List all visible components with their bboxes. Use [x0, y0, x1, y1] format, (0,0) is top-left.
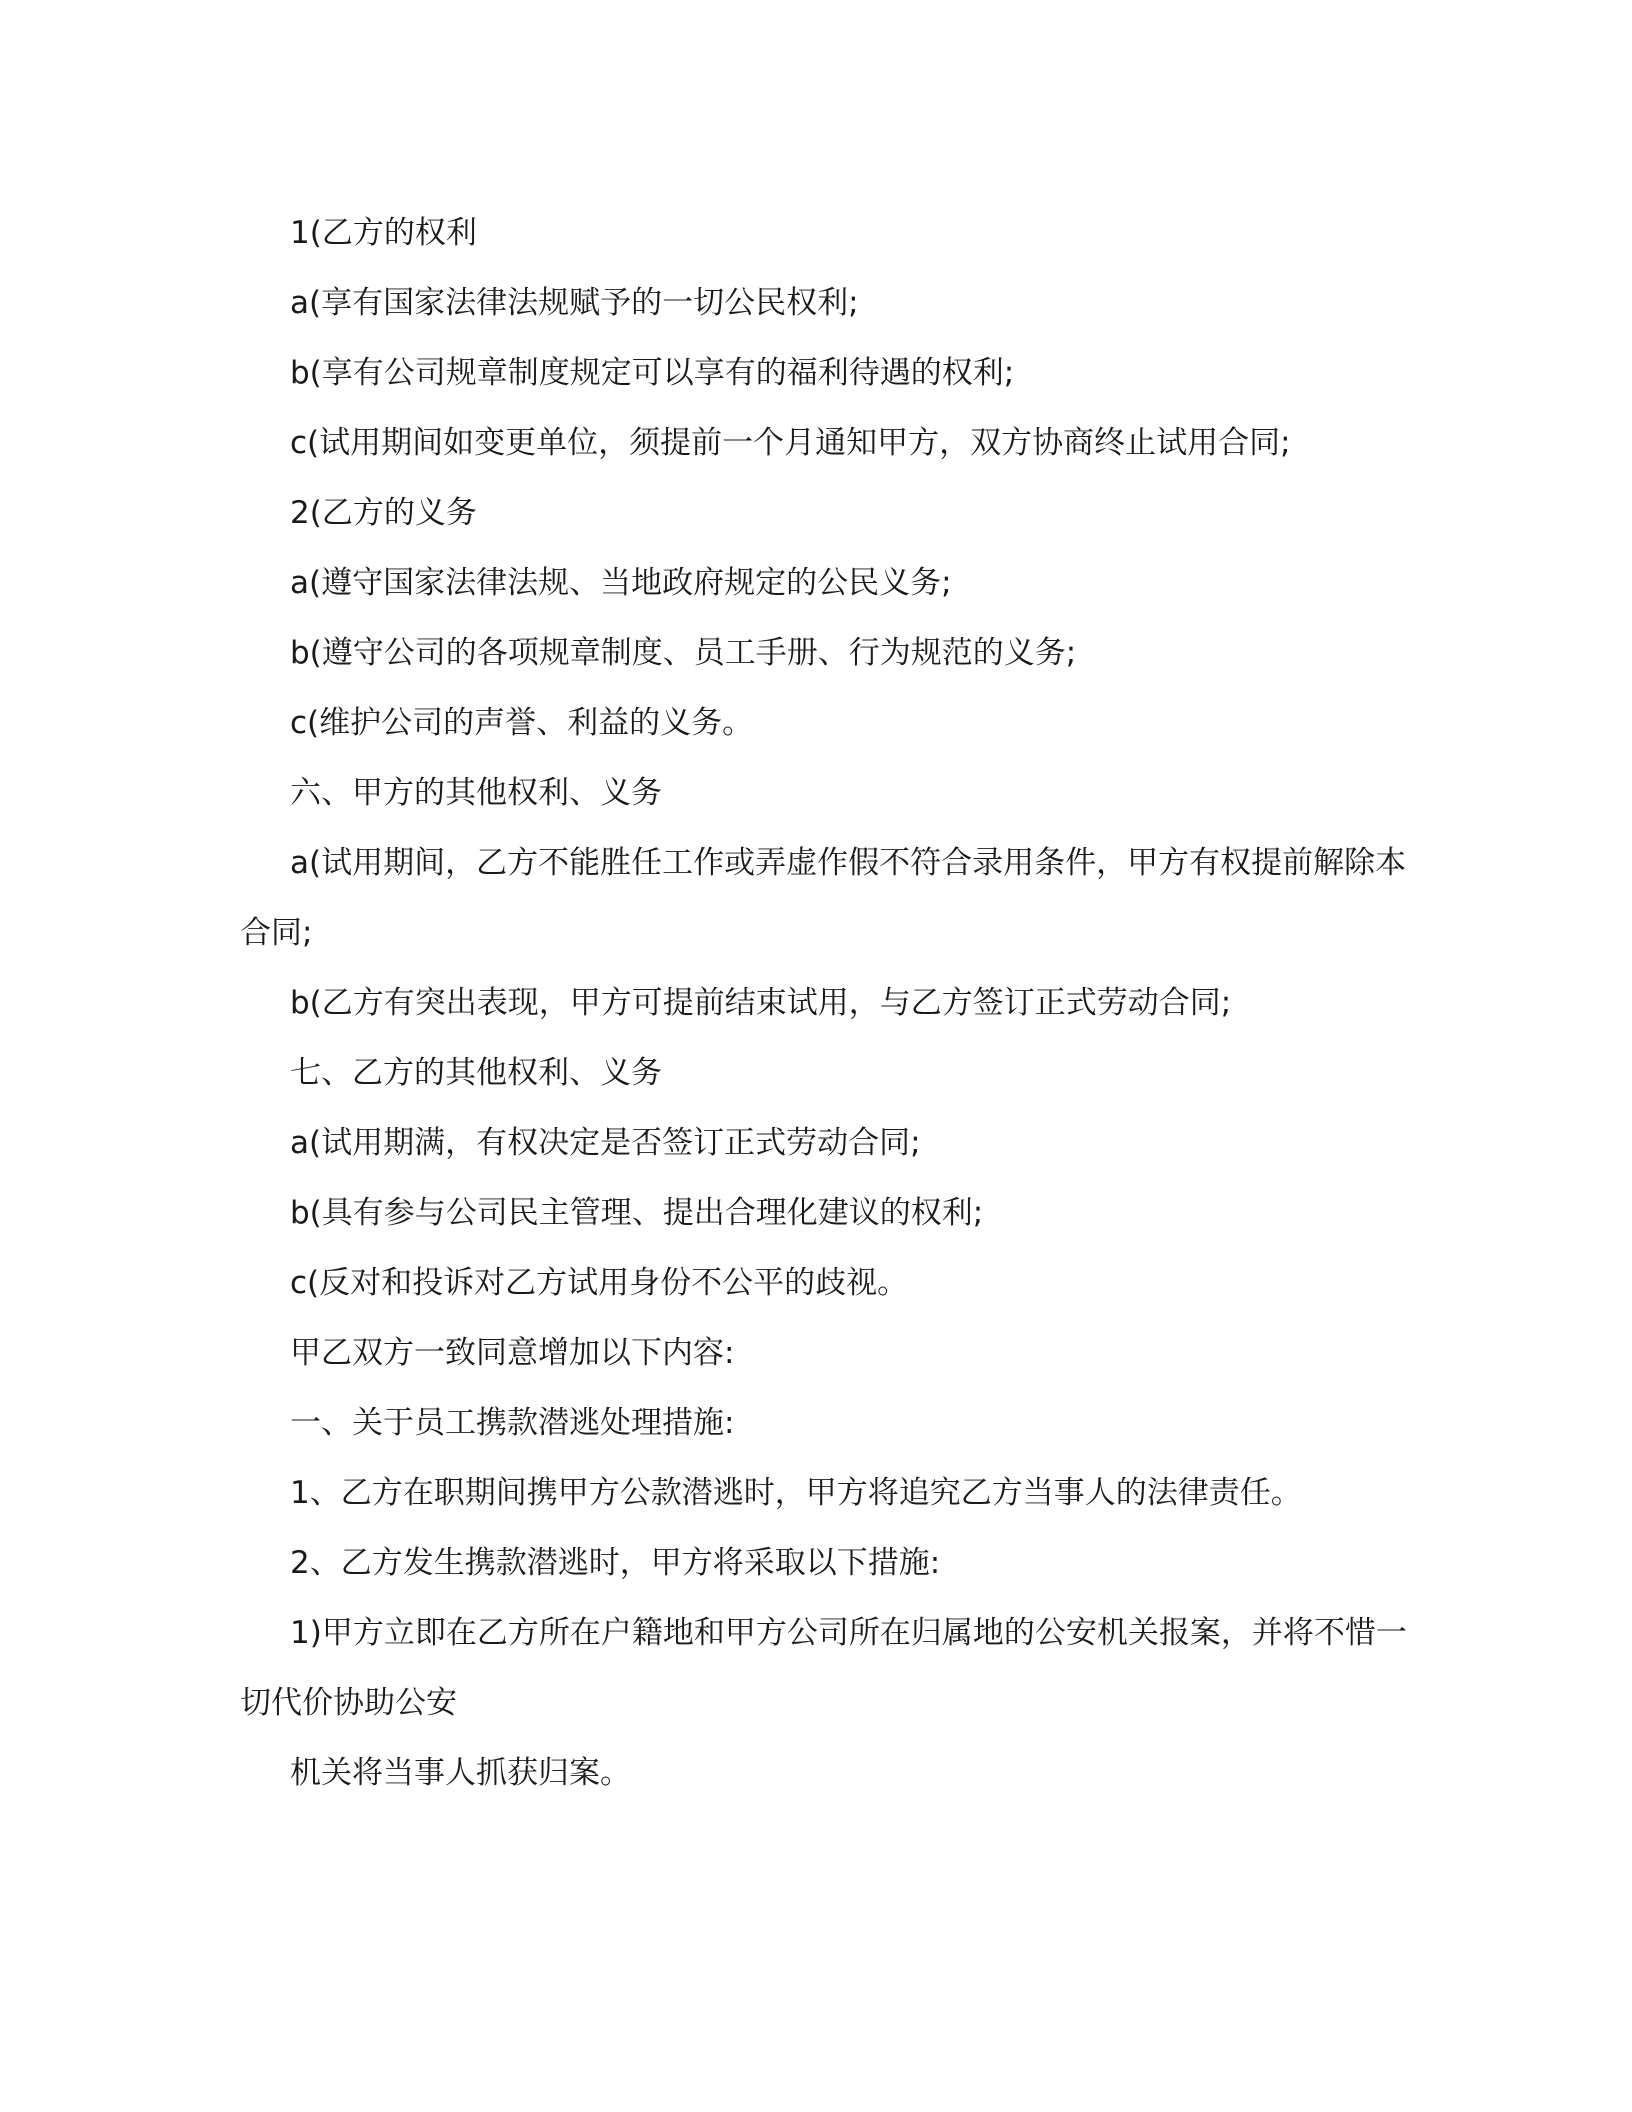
document-body: [240, 198, 1420, 1808]
paragraph: 2(乙方的义务: [290, 495, 477, 531]
paragraph: 甲乙双方一致同意增加以下内容:: [290, 1335, 735, 1371]
section-heading: 一、关于员工携款潜逃处理措施:: [290, 1405, 735, 1441]
paragraph: 2、乙方发生携款潜逃时，甲方将采取以下措施:: [290, 1545, 941, 1581]
paragraph: 1(乙方的权利: [290, 215, 477, 251]
paragraph: 1、乙方在职期间携甲方公款潜逃时，甲方将追究乙方当事人的法律责任。: [290, 1475, 1302, 1511]
paragraph: a(享有国家法律法规赋予的一切公民权利;: [290, 285, 859, 321]
paragraph: 1)甲方立即在乙方所在户籍地和甲方公司所在归属地的公安机关报案，并将不惜一切代价协助公安: [240, 1615, 1407, 1721]
paragraph: c(维护公司的声誉、利益的义务。: [290, 705, 754, 741]
section-heading: 七、乙方的其他权利、义务: [290, 1055, 662, 1091]
paragraph: c(试用期间如变更单位，须提前一个月通知甲方，双方协商终止试用合同;: [290, 425, 1291, 461]
paragraph: b(享有公司规章制度规定可以享有的福利待遇的权利;: [290, 355, 1015, 391]
section-heading: 六、甲方的其他权利、义务: [290, 775, 662, 811]
paragraph: c(反对和投诉对乙方试用身份不公平的歧视。: [290, 1265, 909, 1301]
paragraph: a(遵守国家法律法规、当地政府规定的公民义务;: [290, 565, 952, 601]
paragraph: a(试用期满，有权决定是否签订正式劳动合同;: [290, 1125, 921, 1161]
paragraph: 机关将当事人抓获归案。: [290, 1755, 631, 1791]
paragraph: a(试用期间，乙方不能胜任工作或弄虚作假不符合录用条件，甲方有权提前解除本合同;: [240, 845, 1407, 951]
paragraph: b(乙方有突出表现，甲方可提前结束试用，与乙方签订正式劳动合同;: [290, 985, 1232, 1021]
paragraph: b(遵守公司的各项规章制度、员工手册、行为规范的义务;: [290, 635, 1077, 671]
paragraph: b(具有参与公司民主管理、提出合理化建议的权利;: [290, 1195, 984, 1231]
